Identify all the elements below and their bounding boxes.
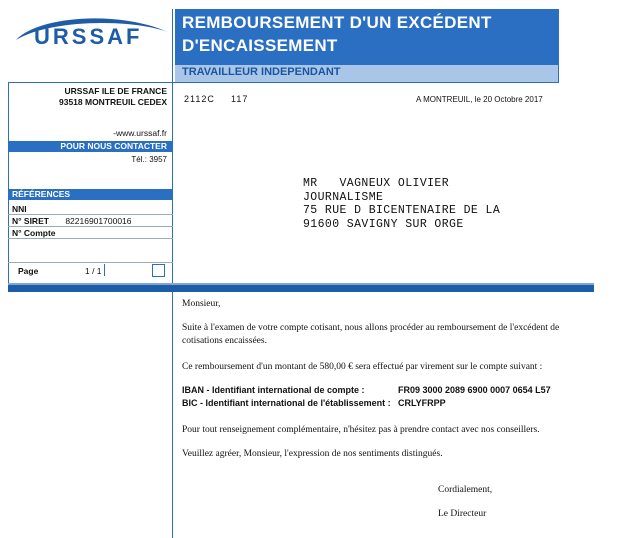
paragraph-refund-amount: Ce remboursement d'un montant de 580,00 € sera effectué par virement sur le compte suivant : — [182, 362, 543, 372]
body-left-divider — [172, 292, 173, 538]
phone-number: Tél.: 3957 — [131, 155, 167, 164]
paragraph-regards: Veuillez agréer, Monsieur, l'expression de nos sentiments distingués. — [182, 449, 443, 459]
left-column-border — [8, 82, 9, 283]
salutation: Monsieur, — [182, 299, 221, 309]
closing: Cordialement, — [438, 485, 493, 495]
contact-heading: POUR NOUS CONTACTER — [60, 141, 167, 151]
left-column-top-rule — [8, 82, 173, 83]
place-date: A MONTREUIL, le 20 Octobre 2017 — [416, 95, 543, 104]
signature: Le Directeur — [438, 509, 487, 519]
page-label: Page — [18, 266, 39, 276]
page-checkbox — [152, 264, 165, 277]
nni-label: NNI — [12, 204, 27, 214]
document-title-line2: D'ENCAISSEMENT — [182, 36, 338, 55]
document-subtitle: TRAVAILLEUR INDEPENDANT — [182, 66, 341, 78]
page-tick — [104, 264, 105, 276]
siret-value: 82216901700016 — [65, 216, 132, 226]
ref-divider — [8, 238, 173, 239]
iban-label: IBAN - Identifiant international de compte : — [182, 385, 365, 395]
recipient-street: 75 RUE D BICENTENAIRE DE LA — [303, 204, 501, 217]
paragraph-refund-notice: Suite à l'examen de votre compte cotisant, nous allons procéder au remboursement de l'excédent de cotisations encaissées. — [182, 323, 560, 346]
bic-value: CRLYFRPP — [398, 398, 446, 408]
page-row-top-rule — [8, 262, 173, 263]
page-number: 1 / 1 — [85, 266, 102, 276]
sender-line1: URSSAF ILE DE FRANCE — [64, 86, 167, 96]
iban-value: FR09 3000 2089 6900 0007 0654 L57 — [398, 385, 551, 395]
recipient-name: MR VAGNEUX OLIVIER — [303, 177, 450, 190]
sender-line2: 93518 MONTREUIL CEDEX — [58, 97, 167, 107]
banner-bottom-rule — [173, 82, 559, 83]
ref-divider — [8, 214, 173, 215]
references-heading: RÉFÉRENCES — [12, 189, 71, 199]
separator-highlight — [8, 283, 594, 285]
reference-code: 2112C — [184, 94, 215, 104]
siret-label: N° SIRET — [12, 216, 49, 226]
compte-label: N° Compte — [12, 228, 56, 238]
website-link[interactable]: -www.urssaf.fr — [113, 128, 167, 138]
recipient-city: 91600 SAVIGNY SUR ORGE — [303, 218, 464, 231]
bic-label: BIC - Identifiant international de l'établissement : — [182, 398, 391, 408]
sender-address — [10, 86, 167, 108]
paragraph-contact: Pour tout renseignement complémentaire, n'hésitez pas à prendre contact avec nos conseillers. — [182, 425, 540, 435]
document-title-line1: REMBOURSEMENT D'UN EXCÉDENT — [182, 13, 492, 32]
logo-text: URSSAF — [34, 24, 143, 49]
recipient-occupation: JOURNALISME — [303, 191, 384, 204]
banner-right-edge — [558, 9, 559, 82]
ref-divider — [8, 226, 173, 227]
reference-number: 117 — [231, 94, 249, 104]
